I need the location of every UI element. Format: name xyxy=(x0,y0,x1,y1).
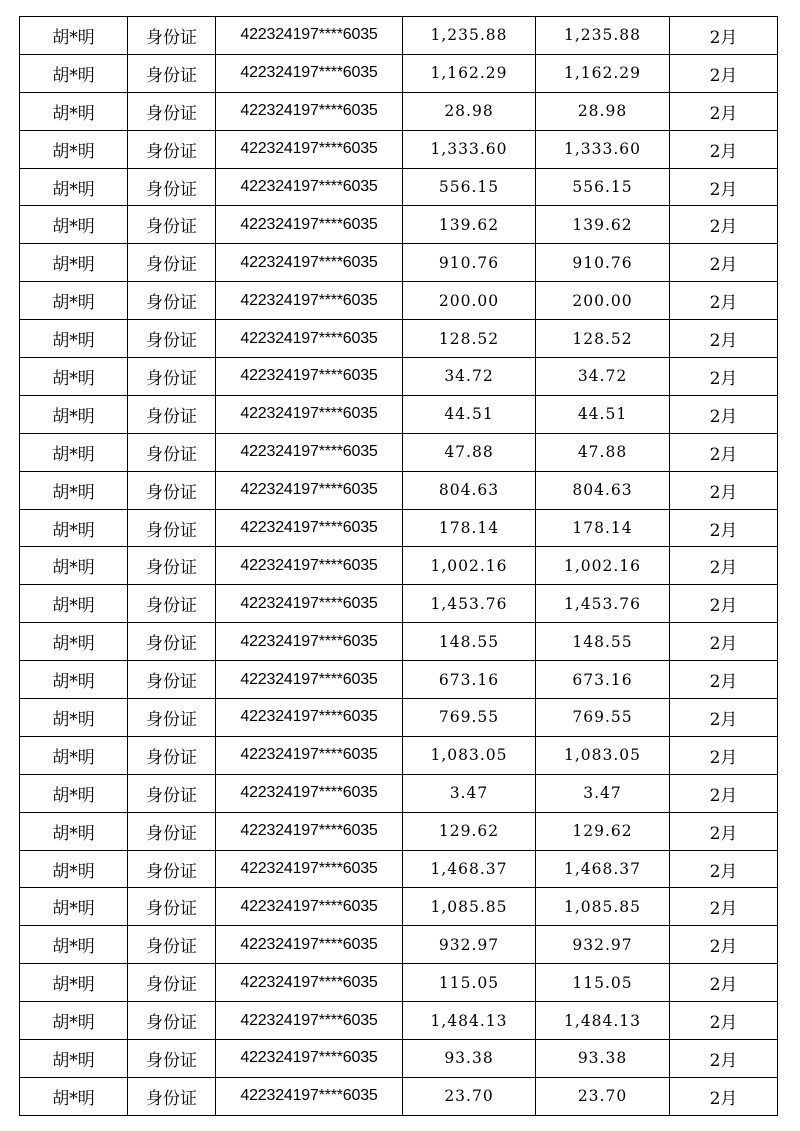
amount-paid-cell: 556.15 xyxy=(536,168,670,206)
amount-paid-cell: 673.16 xyxy=(536,661,670,699)
id-type-cell: 身份证 xyxy=(128,358,216,396)
amount-paid-cell: 148.55 xyxy=(536,623,670,661)
table-row xyxy=(20,54,778,92)
amount-cell: 1,002.16 xyxy=(403,547,536,585)
name-cell: 胡*明 xyxy=(20,812,128,850)
id-type-cell: 身份证 xyxy=(128,92,216,130)
id-number-cell: 422324197****6035 xyxy=(216,547,403,585)
amount-paid-cell: 34.72 xyxy=(536,358,670,396)
amount-paid-cell: 1,002.16 xyxy=(536,547,670,585)
amount-paid-cell: 769.55 xyxy=(536,699,670,737)
month-cell: 2月 xyxy=(670,92,778,130)
month-cell: 2月 xyxy=(670,547,778,585)
id-number-cell: 422324197****6035 xyxy=(216,1077,403,1115)
table-row xyxy=(20,699,778,737)
month-cell: 2月 xyxy=(670,471,778,509)
amount-cell: 47.88 xyxy=(403,433,536,471)
name-cell: 胡*明 xyxy=(20,585,128,623)
id-number-cell: 422324197****6035 xyxy=(216,54,403,92)
amount-paid-cell: 932.97 xyxy=(536,926,670,964)
id-number-cell: 422324197****6035 xyxy=(216,1040,403,1078)
name-cell: 胡*明 xyxy=(20,736,128,774)
amount-paid-cell: 178.14 xyxy=(536,509,670,547)
amount-paid-cell: 128.52 xyxy=(536,320,670,358)
id-type-cell: 身份证 xyxy=(128,320,216,358)
id-number-cell: 422324197****6035 xyxy=(216,509,403,547)
month-cell: 2月 xyxy=(670,54,778,92)
id-type-cell: 身份证 xyxy=(128,812,216,850)
id-type-cell: 身份证 xyxy=(128,1077,216,1115)
table-row xyxy=(20,926,778,964)
amount-paid-cell: 129.62 xyxy=(536,812,670,850)
amount-cell: 804.63 xyxy=(403,471,536,509)
table-row xyxy=(20,433,778,471)
id-type-cell: 身份证 xyxy=(128,888,216,926)
table-row xyxy=(20,130,778,168)
amount-paid-cell: 1,162.29 xyxy=(536,54,670,92)
amount-paid-cell: 1,484.13 xyxy=(536,1002,670,1040)
table-row xyxy=(20,471,778,509)
amount-cell: 3.47 xyxy=(403,774,536,812)
id-type-cell: 身份证 xyxy=(128,168,216,206)
id-type-cell: 身份证 xyxy=(128,244,216,282)
name-cell: 胡*明 xyxy=(20,282,128,320)
name-cell: 胡*明 xyxy=(20,850,128,888)
id-number-cell: 422324197****6035 xyxy=(216,585,403,623)
table-row xyxy=(20,17,778,55)
amount-paid-cell: 139.62 xyxy=(536,206,670,244)
table-row xyxy=(20,358,778,396)
month-cell: 2月 xyxy=(670,320,778,358)
id-type-cell: 身份证 xyxy=(128,774,216,812)
id-number-cell: 422324197****6035 xyxy=(216,130,403,168)
amount-cell: 93.38 xyxy=(403,1040,536,1078)
amount-cell: 1,453.76 xyxy=(403,585,536,623)
amount-cell: 1,162.29 xyxy=(403,54,536,92)
table-row xyxy=(20,585,778,623)
month-cell: 2月 xyxy=(670,812,778,850)
amount-cell: 200.00 xyxy=(403,282,536,320)
amount-paid-cell: 3.47 xyxy=(536,774,670,812)
amount-paid-cell: 93.38 xyxy=(536,1040,670,1078)
amount-cell: 932.97 xyxy=(403,926,536,964)
month-cell: 2月 xyxy=(670,395,778,433)
amount-cell: 44.51 xyxy=(403,395,536,433)
amount-cell: 1,484.13 xyxy=(403,1002,536,1040)
month-cell: 2月 xyxy=(670,661,778,699)
id-type-cell: 身份证 xyxy=(128,471,216,509)
id-number-cell: 422324197****6035 xyxy=(216,471,403,509)
id-type-cell: 身份证 xyxy=(128,206,216,244)
id-type-cell: 身份证 xyxy=(128,736,216,774)
id-number-cell: 422324197****6035 xyxy=(216,168,403,206)
data-table xyxy=(19,16,778,1116)
name-cell: 胡*明 xyxy=(20,661,128,699)
name-cell: 胡*明 xyxy=(20,471,128,509)
table-row xyxy=(20,964,778,1002)
name-cell: 胡*明 xyxy=(20,623,128,661)
amount-cell: 769.55 xyxy=(403,699,536,737)
table-row xyxy=(20,1040,778,1078)
name-cell: 胡*明 xyxy=(20,395,128,433)
id-number-cell: 422324197****6035 xyxy=(216,774,403,812)
id-type-cell: 身份证 xyxy=(128,964,216,1002)
amount-cell: 148.55 xyxy=(403,623,536,661)
table-row xyxy=(20,282,778,320)
name-cell: 胡*明 xyxy=(20,244,128,282)
table-row xyxy=(20,1077,778,1115)
amount-cell: 1,083.05 xyxy=(403,736,536,774)
id-number-cell: 422324197****6035 xyxy=(216,92,403,130)
month-cell: 2月 xyxy=(670,282,778,320)
month-cell: 2月 xyxy=(670,433,778,471)
name-cell: 胡*明 xyxy=(20,92,128,130)
amount-cell: 34.72 xyxy=(403,358,536,396)
name-cell: 胡*明 xyxy=(20,888,128,926)
month-cell: 2月 xyxy=(670,358,778,396)
id-number-cell: 422324197****6035 xyxy=(216,433,403,471)
name-cell: 胡*明 xyxy=(20,1040,128,1078)
amount-cell: 1,085.85 xyxy=(403,888,536,926)
amount-paid-cell: 1,085.85 xyxy=(536,888,670,926)
name-cell: 胡*明 xyxy=(20,964,128,1002)
id-number-cell: 422324197****6035 xyxy=(216,736,403,774)
id-number-cell: 422324197****6035 xyxy=(216,964,403,1002)
amount-paid-cell: 1,235.88 xyxy=(536,17,670,55)
id-number-cell: 422324197****6035 xyxy=(216,244,403,282)
table-row xyxy=(20,888,778,926)
id-number-cell: 422324197****6035 xyxy=(216,888,403,926)
month-cell: 2月 xyxy=(670,244,778,282)
id-type-cell: 身份证 xyxy=(128,1002,216,1040)
id-number-cell: 422324197****6035 xyxy=(216,1002,403,1040)
month-cell: 2月 xyxy=(670,888,778,926)
amount-paid-cell: 1,333.60 xyxy=(536,130,670,168)
table-row xyxy=(20,206,778,244)
month-cell: 2月 xyxy=(670,623,778,661)
id-type-cell: 身份证 xyxy=(128,433,216,471)
amount-paid-cell: 1,083.05 xyxy=(536,736,670,774)
name-cell: 胡*明 xyxy=(20,547,128,585)
id-number-cell: 422324197****6035 xyxy=(216,206,403,244)
table-row xyxy=(20,850,778,888)
id-number-cell: 422324197****6035 xyxy=(216,926,403,964)
month-cell: 2月 xyxy=(670,509,778,547)
amount-cell: 1,235.88 xyxy=(403,17,536,55)
table-row xyxy=(20,168,778,206)
amount-cell: 673.16 xyxy=(403,661,536,699)
id-type-cell: 身份证 xyxy=(128,282,216,320)
amount-paid-cell: 1,453.76 xyxy=(536,585,670,623)
id-type-cell: 身份证 xyxy=(128,17,216,55)
id-type-cell: 身份证 xyxy=(128,699,216,737)
id-type-cell: 身份证 xyxy=(128,585,216,623)
amount-cell: 23.70 xyxy=(403,1077,536,1115)
amount-cell: 910.76 xyxy=(403,244,536,282)
table-row xyxy=(20,623,778,661)
table-row xyxy=(20,812,778,850)
amount-paid-cell: 115.05 xyxy=(536,964,670,1002)
amount-paid-cell: 23.70 xyxy=(536,1077,670,1115)
month-cell: 2月 xyxy=(670,585,778,623)
amount-paid-cell: 200.00 xyxy=(536,282,670,320)
name-cell: 胡*明 xyxy=(20,433,128,471)
id-type-cell: 身份证 xyxy=(128,661,216,699)
table-row xyxy=(20,1002,778,1040)
month-cell: 2月 xyxy=(670,17,778,55)
id-number-cell: 422324197****6035 xyxy=(216,395,403,433)
month-cell: 2月 xyxy=(670,168,778,206)
month-cell: 2月 xyxy=(670,736,778,774)
amount-paid-cell: 804.63 xyxy=(536,471,670,509)
id-number-cell: 422324197****6035 xyxy=(216,699,403,737)
amount-paid-cell: 44.51 xyxy=(536,395,670,433)
id-number-cell: 422324197****6035 xyxy=(216,661,403,699)
name-cell: 胡*明 xyxy=(20,699,128,737)
table-row xyxy=(20,547,778,585)
name-cell: 胡*明 xyxy=(20,926,128,964)
id-type-cell: 身份证 xyxy=(128,509,216,547)
table-row xyxy=(20,244,778,282)
id-type-cell: 身份证 xyxy=(128,547,216,585)
id-number-cell: 422324197****6035 xyxy=(216,358,403,396)
amount-cell: 1,468.37 xyxy=(403,850,536,888)
name-cell: 胡*明 xyxy=(20,206,128,244)
month-cell: 2月 xyxy=(670,699,778,737)
table-row xyxy=(20,509,778,547)
name-cell: 胡*明 xyxy=(20,509,128,547)
amount-paid-cell: 910.76 xyxy=(536,244,670,282)
table-body xyxy=(20,17,778,1116)
name-cell: 胡*明 xyxy=(20,17,128,55)
month-cell: 2月 xyxy=(670,1002,778,1040)
amount-cell: 556.15 xyxy=(403,168,536,206)
table-row xyxy=(20,92,778,130)
amount-cell: 115.05 xyxy=(403,964,536,1002)
id-number-cell: 422324197****6035 xyxy=(216,623,403,661)
month-cell: 2月 xyxy=(670,1040,778,1078)
month-cell: 2月 xyxy=(670,130,778,168)
amount-cell: 139.62 xyxy=(403,206,536,244)
amount-cell: 1,333.60 xyxy=(403,130,536,168)
amount-cell: 129.62 xyxy=(403,812,536,850)
name-cell: 胡*明 xyxy=(20,1077,128,1115)
id-type-cell: 身份证 xyxy=(128,1040,216,1078)
table-row xyxy=(20,661,778,699)
id-type-cell: 身份证 xyxy=(128,395,216,433)
id-number-cell: 422324197****6035 xyxy=(216,17,403,55)
month-cell: 2月 xyxy=(670,850,778,888)
name-cell: 胡*明 xyxy=(20,1002,128,1040)
id-number-cell: 422324197****6035 xyxy=(216,282,403,320)
amount-cell: 28.98 xyxy=(403,92,536,130)
name-cell: 胡*明 xyxy=(20,358,128,396)
amount-cell: 178.14 xyxy=(403,509,536,547)
name-cell: 胡*明 xyxy=(20,54,128,92)
id-type-cell: 身份证 xyxy=(128,926,216,964)
id-number-cell: 422324197****6035 xyxy=(216,812,403,850)
id-type-cell: 身份证 xyxy=(128,850,216,888)
table-row xyxy=(20,774,778,812)
id-number-cell: 422324197****6035 xyxy=(216,320,403,358)
amount-paid-cell: 47.88 xyxy=(536,433,670,471)
id-type-cell: 身份证 xyxy=(128,130,216,168)
amount-paid-cell: 28.98 xyxy=(536,92,670,130)
amount-paid-cell: 1,468.37 xyxy=(536,850,670,888)
month-cell: 2月 xyxy=(670,964,778,1002)
month-cell: 2月 xyxy=(670,1077,778,1115)
month-cell: 2月 xyxy=(670,206,778,244)
amount-cell: 128.52 xyxy=(403,320,536,358)
month-cell: 2月 xyxy=(670,774,778,812)
name-cell: 胡*明 xyxy=(20,774,128,812)
id-type-cell: 身份证 xyxy=(128,623,216,661)
id-number-cell: 422324197****6035 xyxy=(216,850,403,888)
name-cell: 胡*明 xyxy=(20,130,128,168)
table-row xyxy=(20,736,778,774)
table-row xyxy=(20,320,778,358)
table-row xyxy=(20,395,778,433)
name-cell: 胡*明 xyxy=(20,320,128,358)
month-cell: 2月 xyxy=(670,926,778,964)
name-cell: 胡*明 xyxy=(20,168,128,206)
id-type-cell: 身份证 xyxy=(128,54,216,92)
